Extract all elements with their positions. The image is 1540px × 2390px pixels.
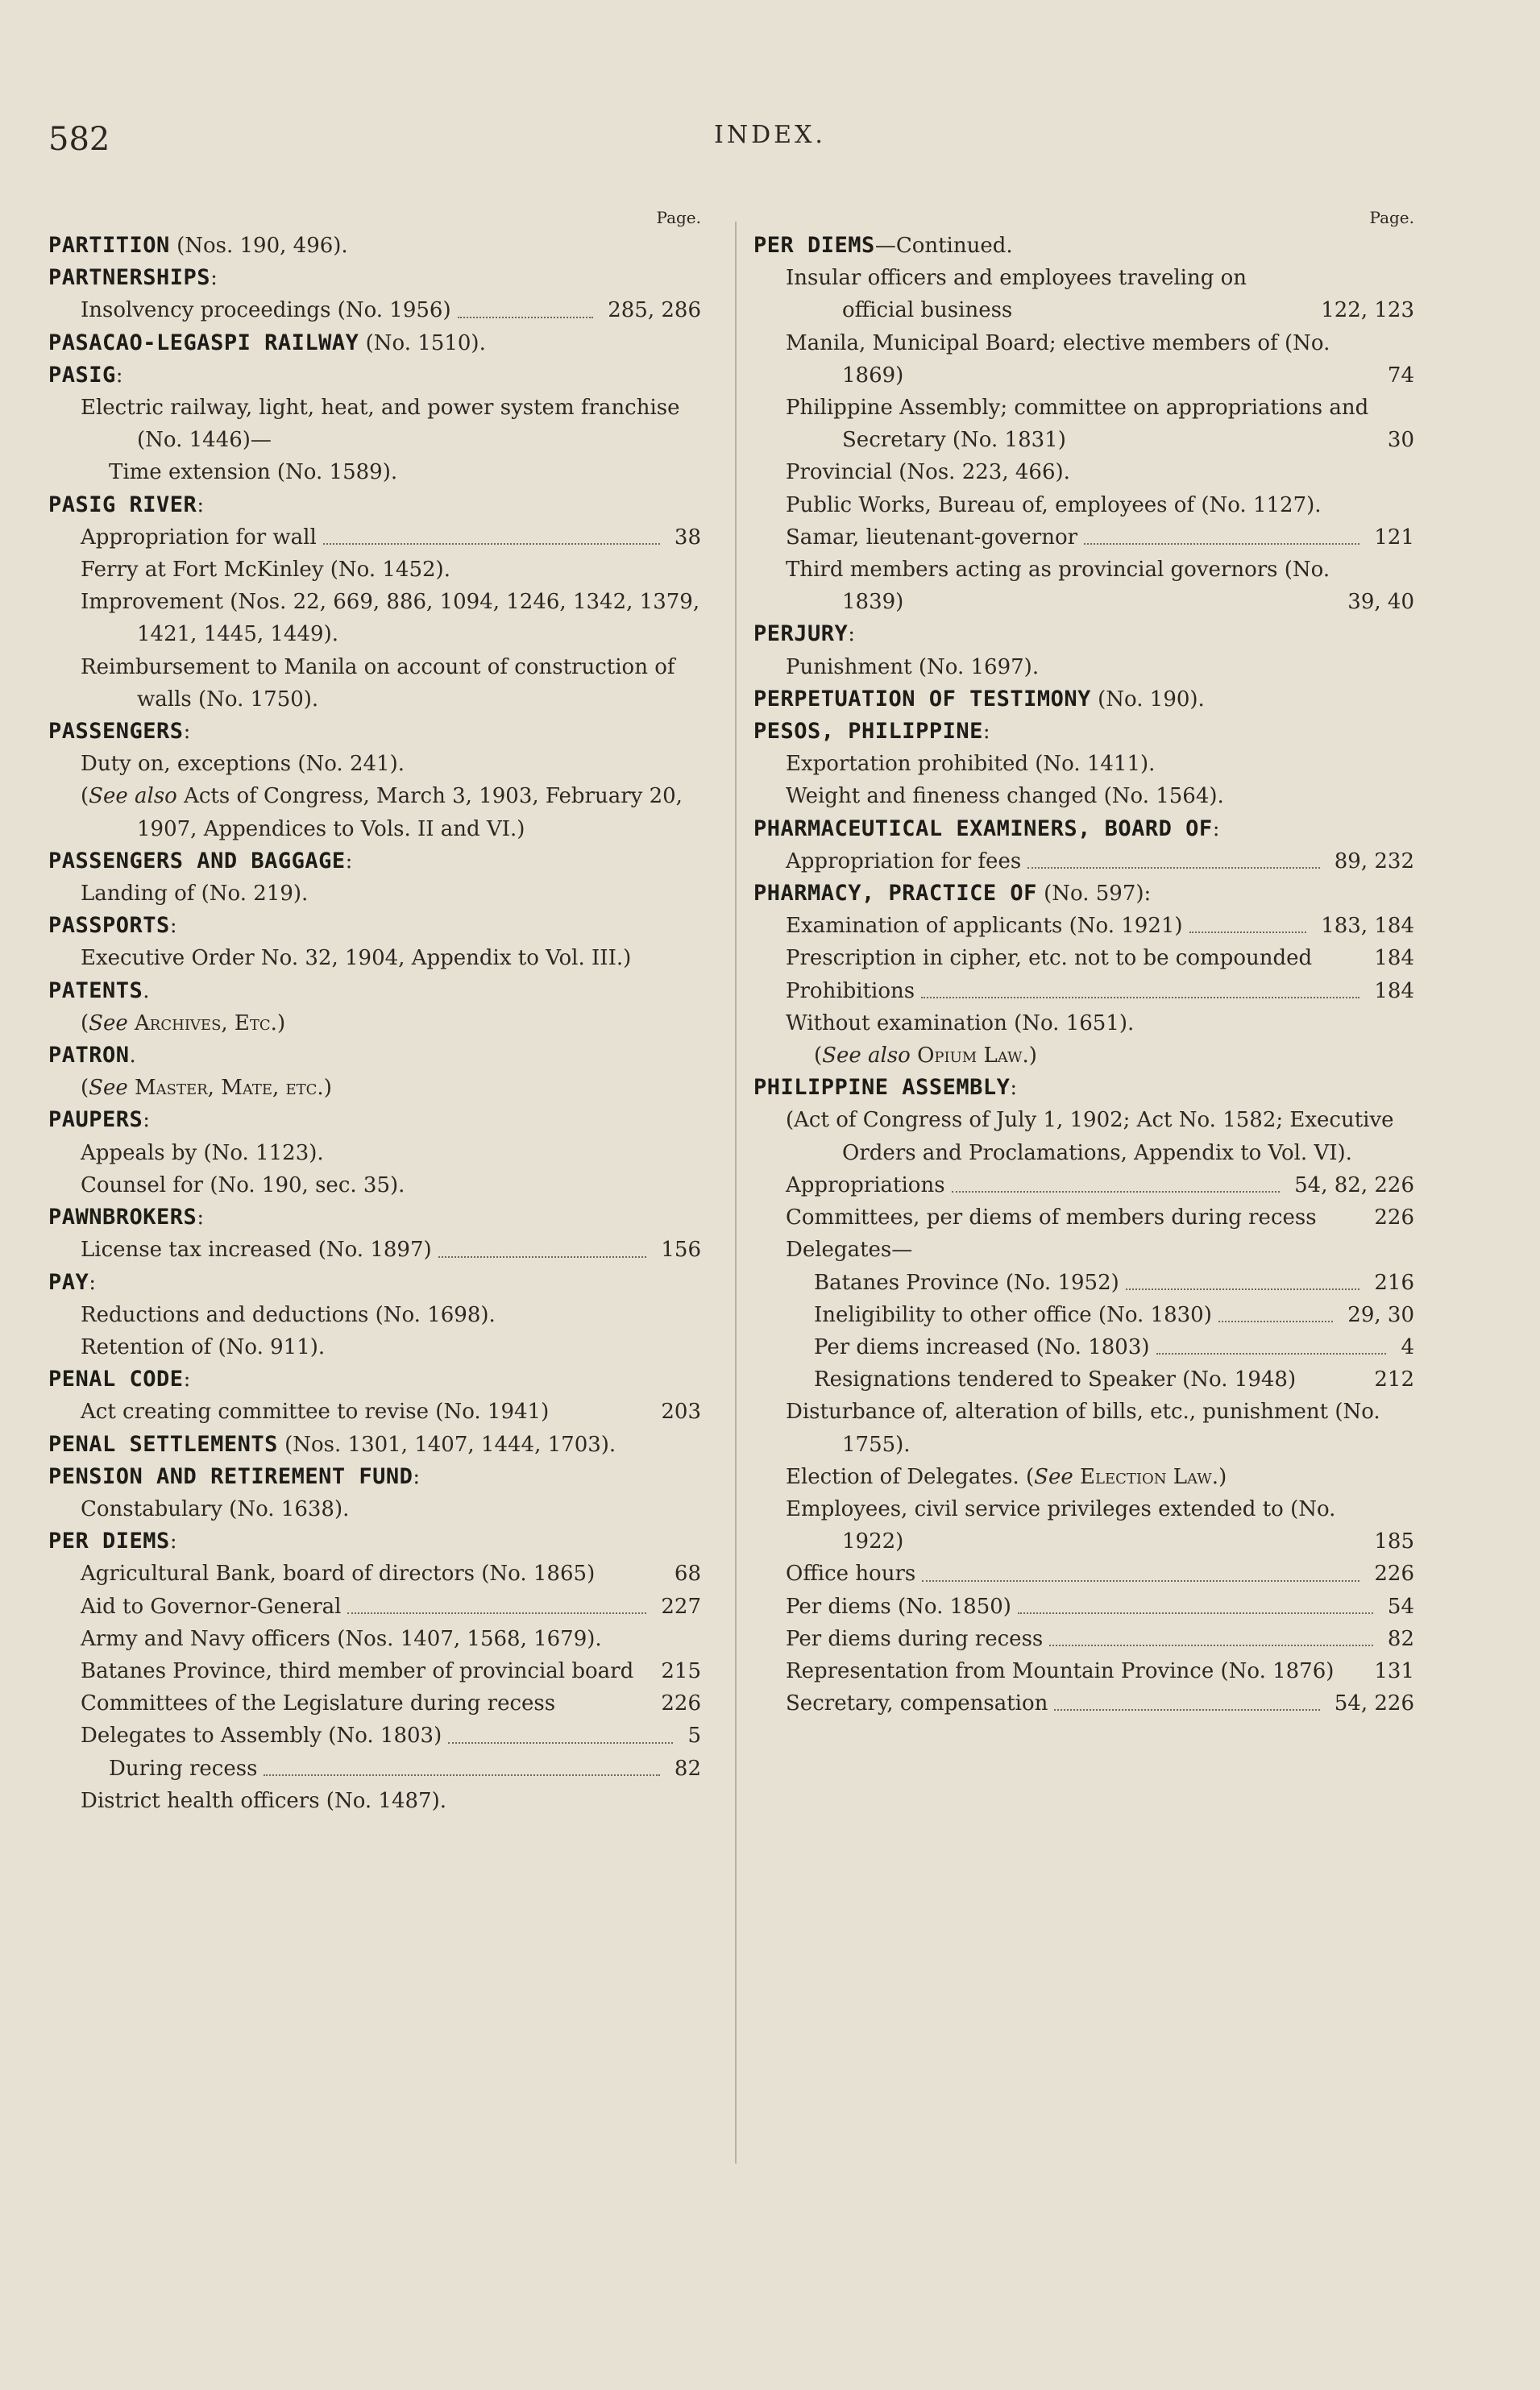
index-subentry: Per diems (No. 1850) 54: [786, 1594, 1414, 1619]
index-subentry: Philippine Assembly; committee on appropriations and Secretary (No. 1831) 30: [786, 396, 1414, 453]
index-subentry: Appropriation for fees 89, 232: [786, 849, 1414, 873]
index-subentry: District health officers (No. 1487).: [81, 1788, 446, 1813]
index-heading: PENAL CODE:: [48, 1367, 191, 1392]
index-subentry: Appeals by (No. 1123).: [81, 1140, 324, 1165]
index-subentry: Without examination (No. 1651).: [786, 1010, 1135, 1035]
index-heading: PASSPORTS:: [48, 913, 177, 939]
index-subentry: Manila, Municipal Board; elective members of (No. 1869) 74: [786, 330, 1414, 388]
index-subentry: Agricultural Bank, board of directors (No. 1865) 68: [81, 1562, 701, 1587]
index-heading: PARTNERSHIPS:: [48, 265, 218, 291]
page-column-label: Page.: [1369, 208, 1414, 227]
index-heading: PAY:: [48, 1269, 97, 1295]
cross-reference: (See also Acts of Congress, March 3, 1903, February 20, 1907, Appendices to Vols. II and VI.): [81, 784, 683, 841]
index-subentry: Insular officers and employees traveling on official business 122, 123: [786, 266, 1414, 323]
index-subentry: Executive Order No. 32, 1904, Appendix to Vol. III.): [81, 946, 632, 971]
page-number: 582: [48, 121, 110, 158]
index-subentry: Retention of (No. 911).: [81, 1334, 326, 1359]
index-subentry: Committees of the Legislature during recess 226: [81, 1691, 701, 1716]
left-column: [48, 205, 701, 1817]
index-heading: PHARMACY, PRACTICE OF (No. 597):: [753, 881, 1152, 907]
index-subentry: Weight and fineness changed (No. 1564).: [786, 784, 1224, 809]
index-subentry: (Act of Congress of July 1, 1902; Act No. 1582; Executive Orders and Proclamations, Appendix to Vol. VI).: [786, 1108, 1394, 1165]
index-subentry: Resignations tendered to Speaker (No. 1948) 212: [814, 1367, 1414, 1392]
index-subentry: Disturbance of, alteration of bills, etc., punishment (No. 1755).: [786, 1400, 1380, 1457]
index-subentry: Act creating committee to revise (No. 1941) 203: [81, 1400, 701, 1425]
index-subentry: Representation from Mountain Province (No. 1876) 131: [786, 1658, 1414, 1683]
index-subentry: Appropriation for wall 38: [81, 525, 701, 550]
index-heading: PHARMACEUTICAL EXAMINERS, BOARD OF:: [753, 815, 1220, 841]
index-heading: PATRON.: [48, 1043, 136, 1068]
index-subentry: Ferry at Fort McKinley (No. 1452).: [81, 558, 450, 583]
index-subentry: Time extension (No. 1589).: [109, 460, 398, 485]
index-heading: PATENTS.: [48, 977, 150, 1003]
index-subentry: Employees, civil service privileges extended to (No. 1922) 185: [786, 1496, 1414, 1554]
index-subentry: Batanes Province (No. 1952) 216: [814, 1270, 1414, 1295]
index-subentry: Prescription in cipher, etc. not to be compounded 184: [786, 946, 1414, 971]
index-heading: PASACAO-LEGASPI RAILWAY (No. 1510).: [48, 330, 486, 355]
page-column-label: Page.: [656, 208, 701, 227]
index-subentry: Punishment (No. 1697).: [786, 654, 1040, 679]
index-heading: PAUPERS:: [48, 1107, 151, 1133]
index-subentry: Public Works, Bureau of, employees of (No. 1127).: [786, 492, 1322, 517]
index-subentry: Secretary, compensation 54, 226: [786, 1691, 1414, 1716]
index-subentry: Insolvency proceedings (No. 1956) 285, 286: [81, 298, 701, 323]
index-heading: PERJURY:: [753, 621, 856, 647]
cross-reference: (See Archives, Etc.): [81, 1010, 286, 1035]
index-subentry: Third members acting as provincial governors (No. 1839) 39, 40: [786, 558, 1414, 615]
cross-reference: (See also Opium Law.): [814, 1044, 1037, 1068]
index-heading: PASSENGERS AND BAGGAGE:: [48, 848, 353, 873]
cross-reference: (See Master, Mate, etc.): [81, 1076, 332, 1101]
index-heading: PASSENGERS:: [48, 719, 191, 745]
index-heading: PERPETUATION OF TESTIMONY (No. 190).: [753, 686, 1205, 712]
column-divider: [735, 222, 737, 2164]
index-heading: PENSION AND RETIREMENT FUND:: [48, 1463, 421, 1489]
index-subentry: Landing of (No. 219).: [81, 882, 309, 907]
index-subentry: During recess 82: [109, 1756, 701, 1781]
index-subentry: Reimbursement to Manila on account of construction of walls (No. 1750).: [81, 654, 675, 712]
index-subentry: Army and Navy officers (Nos. 1407, 1568, 1679).: [81, 1626, 602, 1651]
index-heading: PASIG RIVER:: [48, 492, 205, 517]
index-heading: PESOS, PHILIPPINE:: [753, 719, 990, 745]
index-subentry: Provincial (Nos. 223, 466).: [786, 460, 1070, 485]
index-subentry: Electric railway, light, heat, and power system franchise (No. 1446)—: [81, 396, 680, 453]
index-heading: PASIG:: [48, 362, 123, 388]
index-subentry: Constabulary (No. 1638).: [81, 1496, 350, 1521]
index-subentry: Reductions and deductions (No. 1698).: [81, 1302, 496, 1327]
index-subentry: Aid to Governor-General 227: [81, 1594, 701, 1619]
index-subentry: Ineligibility to other office (No. 1830) 29, 30: [814, 1302, 1414, 1327]
index-subentry: Improvement (Nos. 22, 669, 886, 1094, 1246, 1342, 1379, 1421, 1445, 1449).: [81, 590, 700, 647]
index-subentry: License tax increased (No. 1897) 156: [81, 1238, 701, 1263]
index-subentry: Counsel for (No. 190, sec. 35).: [81, 1172, 405, 1197]
cross-reference: Election of Delegates. (See Election Law.): [786, 1464, 1227, 1489]
index-subentry: Office hours 226: [786, 1562, 1414, 1587]
index-subentry: Duty on, exceptions (No. 241).: [81, 752, 405, 777]
right-column: [753, 205, 1414, 1720]
index-heading: PER DIEMS:: [48, 1529, 177, 1554]
index-subentry: Appropriations 54, 82, 226: [786, 1172, 1414, 1197]
index-heading: PARTITION (Nos. 190, 496).: [48, 233, 348, 258]
index-subentry: Committees, per diems of members during recess 226: [786, 1205, 1414, 1230]
index-subentry: Per diems during recess 82: [786, 1626, 1414, 1651]
index-subentry: Samar, lieutenant-governor 121: [786, 525, 1414, 550]
running-title: INDEX.: [714, 121, 826, 149]
index-subentry: Delegates to Assembly (No. 1803) 5: [81, 1724, 701, 1749]
index-heading: PER DIEMS—Continued.: [753, 233, 1013, 258]
index-subentry: Delegates—: [786, 1238, 913, 1263]
index-subentry: Batanes Province, third member of provincial board 215: [81, 1658, 701, 1683]
index-heading: PENAL SETTLEMENTS (Nos. 1301, 1407, 1444, 1703).: [48, 1431, 616, 1457]
index-subentry: Per diems increased (No. 1803) 4: [814, 1334, 1414, 1359]
page-header: [0, 121, 1540, 169]
index-subentry: Prohibitions 184: [786, 978, 1414, 1003]
index-subentry: Examination of applicants (No. 1921) 183, 184: [786, 914, 1414, 939]
index-subentry: Exportation prohibited (No. 1411).: [786, 752, 1156, 777]
index-heading: PHILIPPINE ASSEMBLY:: [753, 1075, 1018, 1101]
index-heading: PAWNBROKERS:: [48, 1205, 205, 1230]
